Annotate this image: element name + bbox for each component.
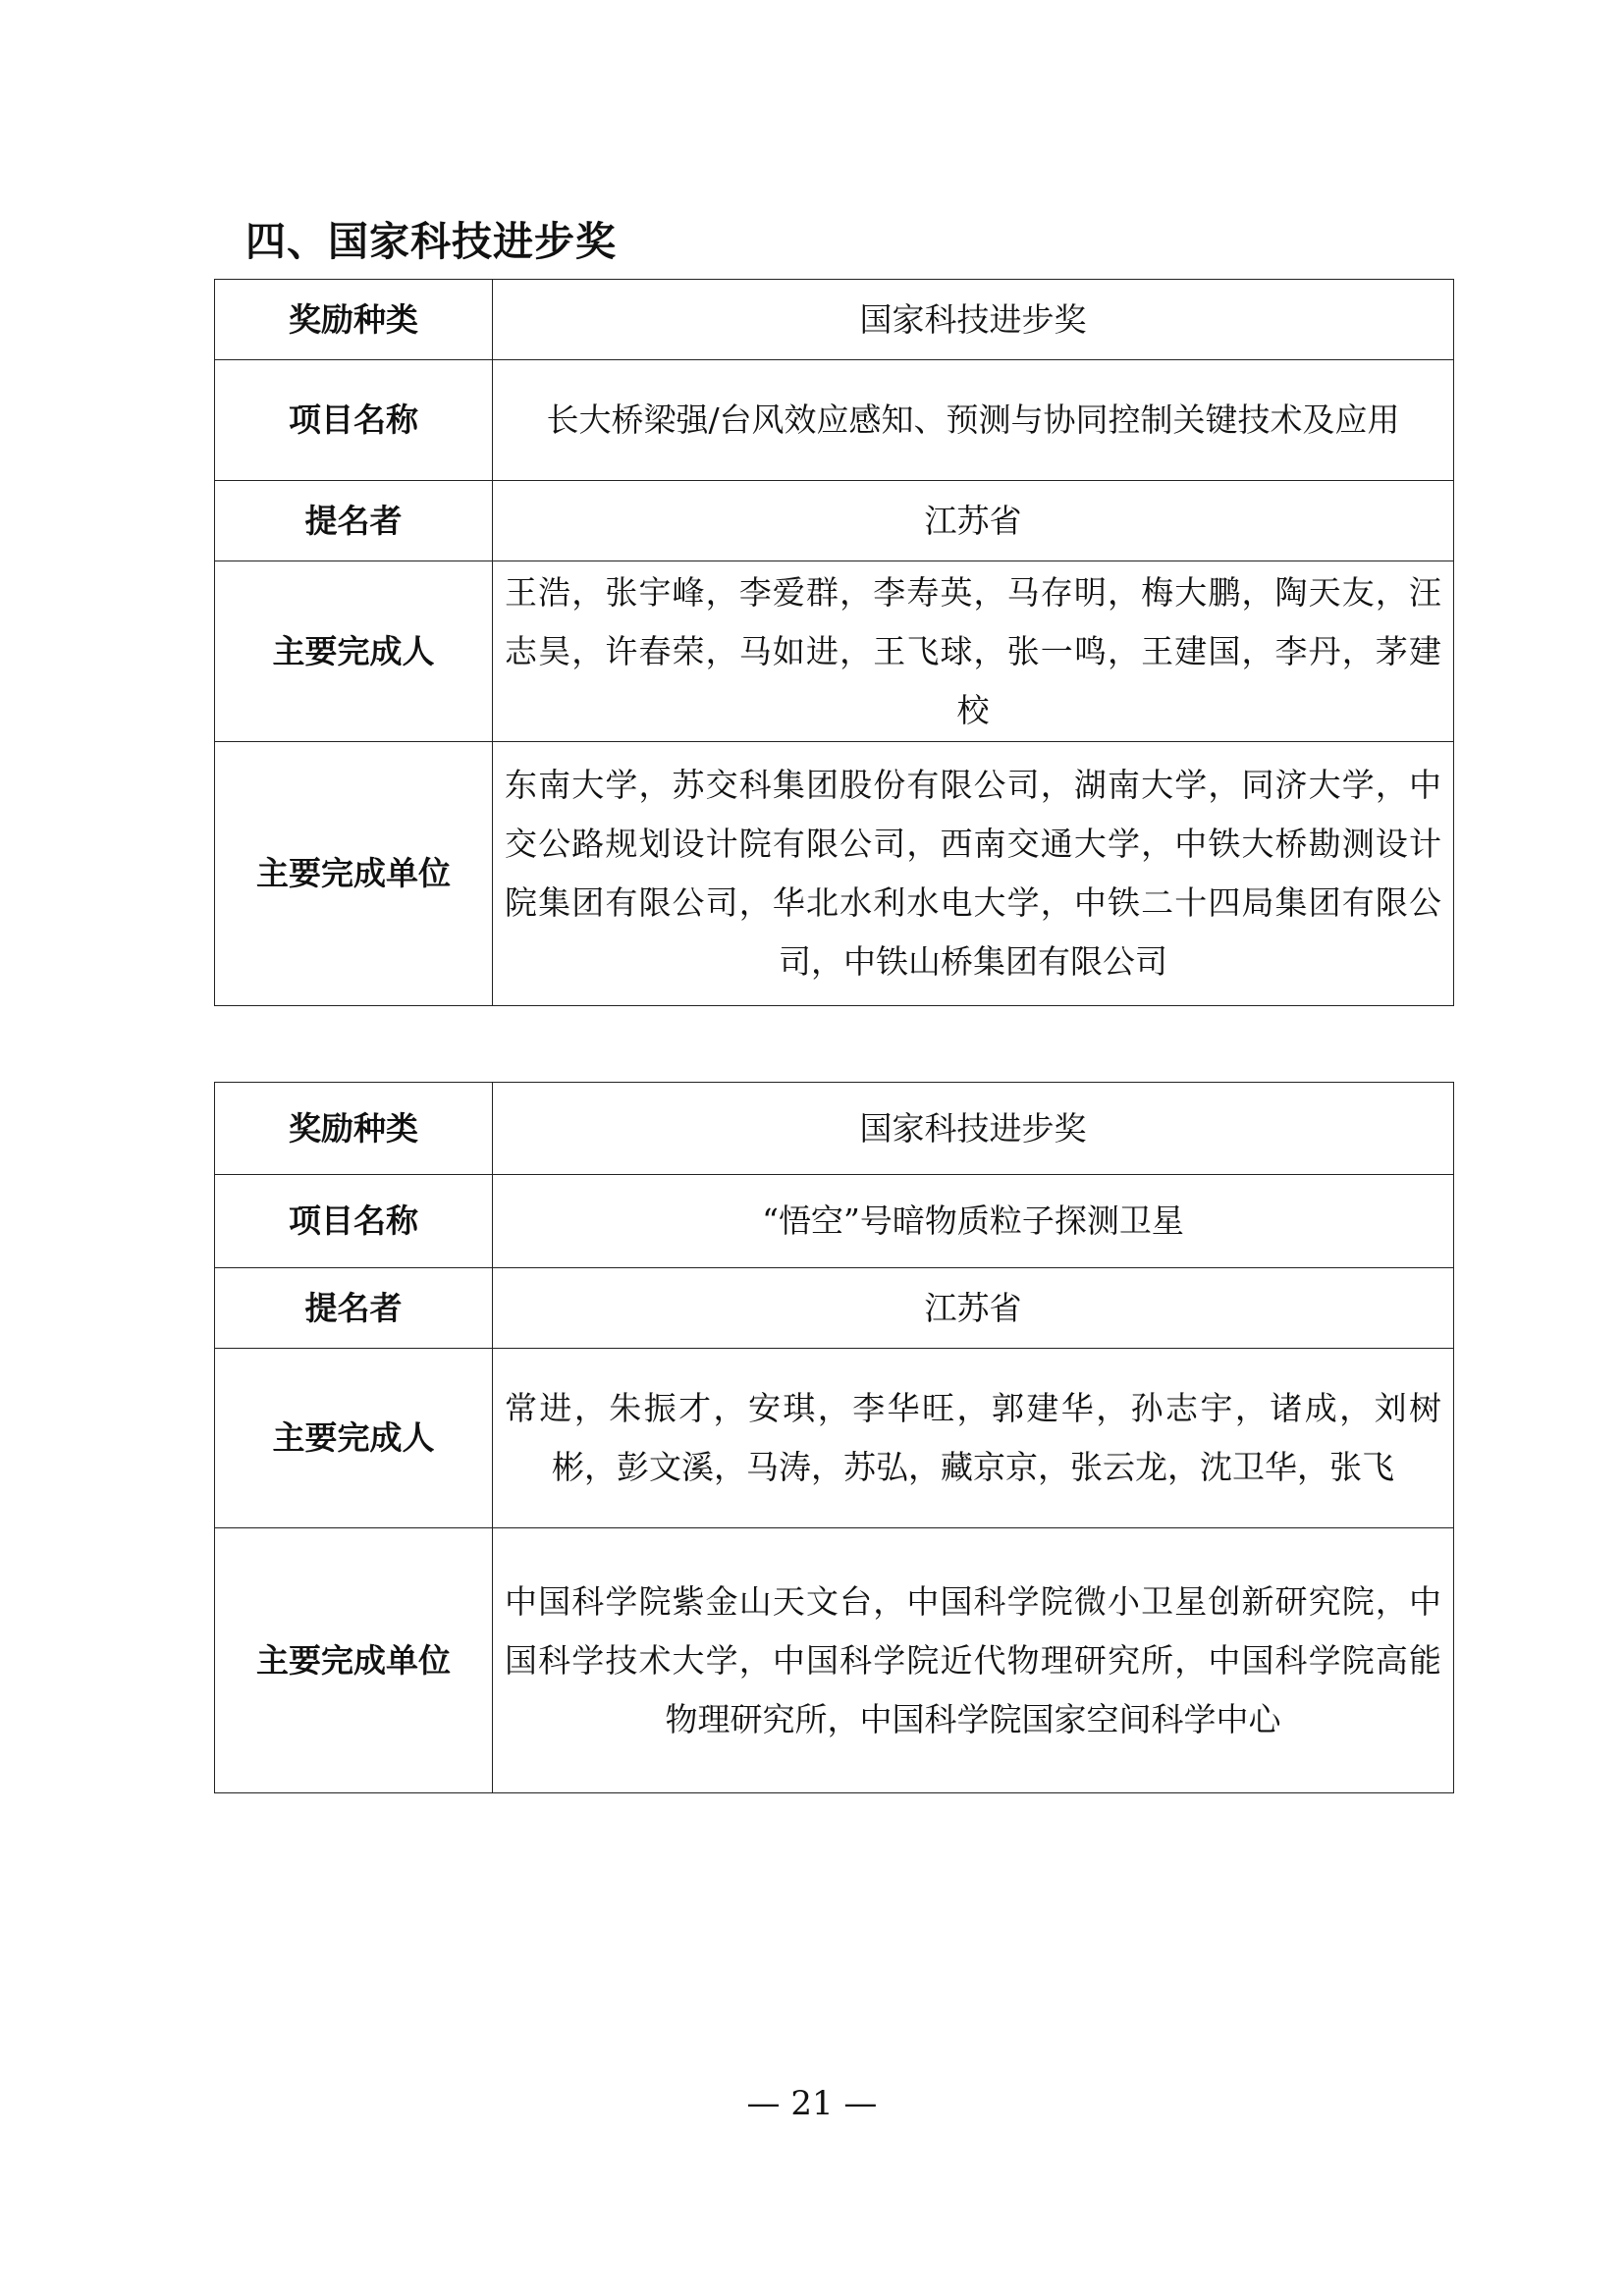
nominator-label: 提名者 <box>215 481 493 561</box>
main-units-label: 主要完成单位 <box>215 742 493 1006</box>
section-heading: 四、国家科技进步奖 <box>245 218 617 265</box>
main-contributors-label: 主要完成人 <box>215 561 493 742</box>
table-row <box>215 360 1454 481</box>
table-row <box>215 1083 1454 1175</box>
award-table-2 <box>214 1082 1454 1793</box>
table-row <box>215 1175 1454 1268</box>
main-contributors-label: 主要完成人 <box>215 1349 493 1528</box>
nominator-value: 江苏省 <box>493 481 1454 561</box>
nominator-value: 江苏省 <box>493 1268 1454 1349</box>
main-contributors-value: 常进，朱振才，安琪，李华旺，郭建华，孙志宇，诸成，刘树彬，彭文溪，马涛，苏弘，藏京京，张云龙，沈卫华，张飞 <box>493 1349 1454 1528</box>
main-contributors-value: 王浩，张宇峰，李爱群，李寿英，马存明，梅大鹏，陶天友，汪志昊，许春荣，马如进，王飞球，张一鸣，王建国，李丹，茅建校 <box>493 561 1454 742</box>
table-row <box>215 1349 1454 1528</box>
project-name-value: 长大桥梁强/台风效应感知、预测与协同控制关键技术及应用 <box>493 360 1454 481</box>
project-name-label: 项目名称 <box>215 1175 493 1268</box>
award-table-1 <box>214 279 1454 1006</box>
table-row <box>215 481 1454 561</box>
main-units-value: 中国科学院紫金山天文台，中国科学院微小卫星创新研究院，中国科学技术大学，中国科学院近代物理研究所，中国科学院高能物理研究所，中国科学院国家空间科学中心 <box>493 1528 1454 1793</box>
award-type-value: 国家科技进步奖 <box>493 280 1454 360</box>
nominator-label: 提名者 <box>215 1268 493 1349</box>
table-row <box>215 742 1454 1006</box>
page-number: — 21 — <box>746 2084 878 2123</box>
main-units-label: 主要完成单位 <box>215 1528 493 1793</box>
main-units-value: 东南大学，苏交科集团股份有限公司，湖南大学，同济大学，中交公路规划设计院有限公司，西南交通大学，中铁大桥勘测设计院集团有限公司，华北水利水电大学，中铁二十四局集团有限公司，中铁山桥集团有限公司 <box>493 742 1454 1006</box>
table-row <box>215 280 1454 360</box>
award-type-label: 奖励种类 <box>215 280 493 360</box>
award-type-value: 国家科技进步奖 <box>493 1083 1454 1175</box>
table-row <box>215 1268 1454 1349</box>
table-row <box>215 1528 1454 1793</box>
award-type-label: 奖励种类 <box>215 1083 493 1175</box>
project-name-value: “悟空”号暗物质粒子探测卫星 <box>493 1175 1454 1268</box>
table-row <box>215 561 1454 742</box>
project-name-label: 项目名称 <box>215 360 493 481</box>
